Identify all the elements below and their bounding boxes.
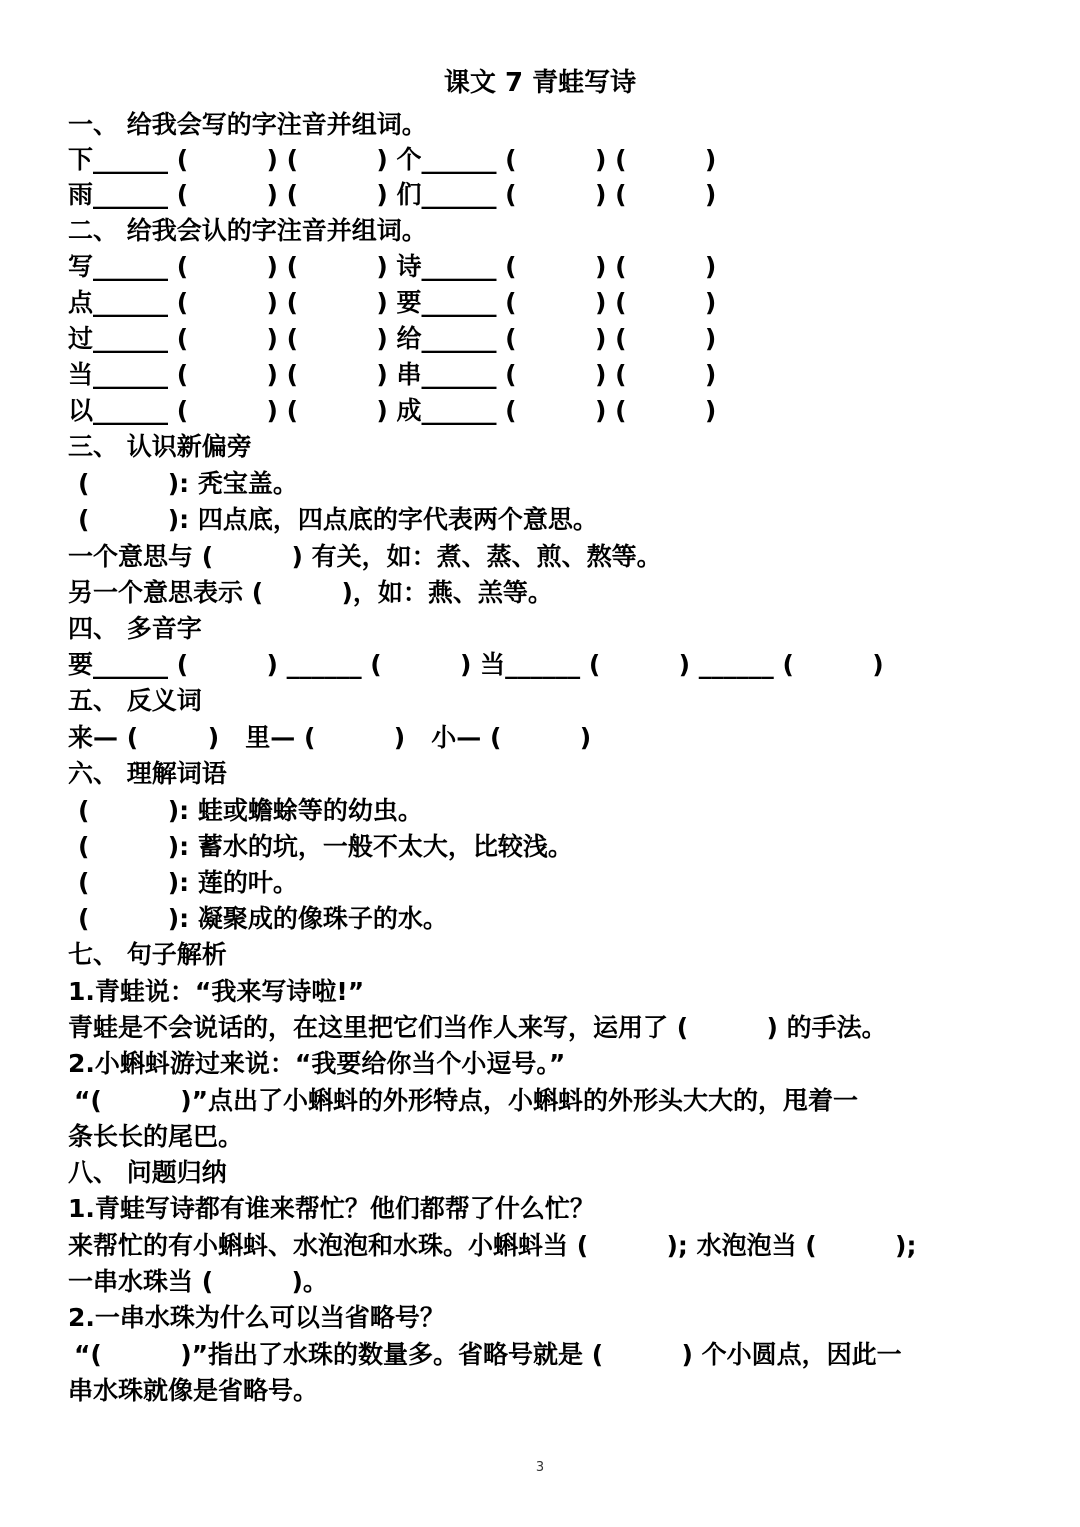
- worksheet-line: 点______ ( ) ( ) 要______ ( ) ( ): [68, 288, 717, 317]
- worksheet-line: 1.青蛙写诗都有谁来帮忙？他们都帮了什么忙？: [68, 1194, 595, 1223]
- worksheet-line: 六、 理解词语: [68, 759, 227, 788]
- worksheet-line: 四、 多音字: [68, 614, 202, 643]
- worksheet-line: 2.小蝌蚪游过来说：“我要给你当个小逗号。”: [68, 1049, 566, 1078]
- worksheet-line: ( ): 蛙或蟾蜍等的幼虫。: [78, 796, 423, 825]
- worksheet-line: “( )”指出了水珠的数量多。省略号就是 ( ) 个小圆点，因此一: [74, 1340, 902, 1369]
- worksheet-line: 写______ ( ) ( ) 诗______ ( ) ( ): [68, 252, 717, 281]
- worksheet-line: 一、 给我会写的字注音并组词。: [68, 110, 427, 139]
- worksheet-line: 过______ ( ) ( ) 给______ ( ) ( ): [68, 324, 717, 353]
- worksheet-line: 另一个意思表示 ( )，如：燕、羔等。: [68, 578, 553, 607]
- worksheet-line: 要______ ( ) ______ ( ) 当______ ( ) ______ ( ): [68, 650, 884, 679]
- worksheet-line: 七、 句子解析: [68, 940, 227, 969]
- worksheet-line: ( ): 四点底，四点底的字代表两个意思。: [78, 505, 598, 534]
- worksheet-line: 当______ ( ) ( ) 串______ ( ) ( ): [68, 360, 717, 389]
- page-number: 3: [535, 1460, 545, 1475]
- worksheet-line: “( )”点出了小蝌蚪的外形特点，小蝌蚪的外形头大大的，甩着一: [74, 1086, 859, 1115]
- worksheet-line: 一个意思与 ( ) 有关，如：煮、蒸、煎、熬等。: [68, 542, 662, 571]
- worksheet-line: 二、 给我会认的字注音并组词。: [68, 216, 427, 245]
- worksheet-line: 八、 问题归纳: [68, 1158, 227, 1187]
- page-title: 课文 7 青蛙写诗: [443, 68, 637, 98]
- worksheet-line: ( ): 莲的叶。: [78, 868, 298, 897]
- worksheet-line: 三、 认识新偏旁: [68, 432, 252, 461]
- worksheet-line: 条长长的尾巴。: [68, 1122, 244, 1151]
- worksheet-line: 五、 反义词: [68, 686, 202, 715]
- worksheet-line: 1.青蛙说：“我来写诗啦!”: [68, 977, 365, 1006]
- worksheet-line: 下______ ( ) ( ) 个______ ( ) ( ): [68, 145, 717, 174]
- worksheet-line: 一串水珠当 ( )。: [68, 1267, 328, 1296]
- worksheet-line: ( ): 蓄水的坑，一般不太大，比较浅。: [78, 832, 573, 861]
- worksheet-line: 串水珠就像是省略号。: [68, 1376, 319, 1405]
- worksheet-line: 以______ ( ) ( ) 成______ ( ) ( ): [68, 396, 717, 425]
- worksheet-line: 来— ( ) 里— ( ) 小— ( ): [68, 723, 592, 752]
- worksheet-line: ( ): 秃宝盖。: [78, 469, 298, 498]
- worksheet-line: ( ): 凝聚成的像珠子的水。: [78, 904, 448, 933]
- worksheet-line: 来帮忙的有小蝌蚪、水泡泡和水珠。小蝌蚪当 ( ); 水泡泡当 ( );: [68, 1231, 917, 1260]
- worksheet-line: 2.一串水珠为什么可以当省略号？: [68, 1303, 445, 1332]
- worksheet-line: 青蛙是不会说话的，在这里把它们当作人来写，运用了 ( ) 的手法。: [68, 1013, 887, 1042]
- worksheet-line: 雨______ ( ) ( ) 们______ ( ) ( ): [68, 180, 717, 209]
